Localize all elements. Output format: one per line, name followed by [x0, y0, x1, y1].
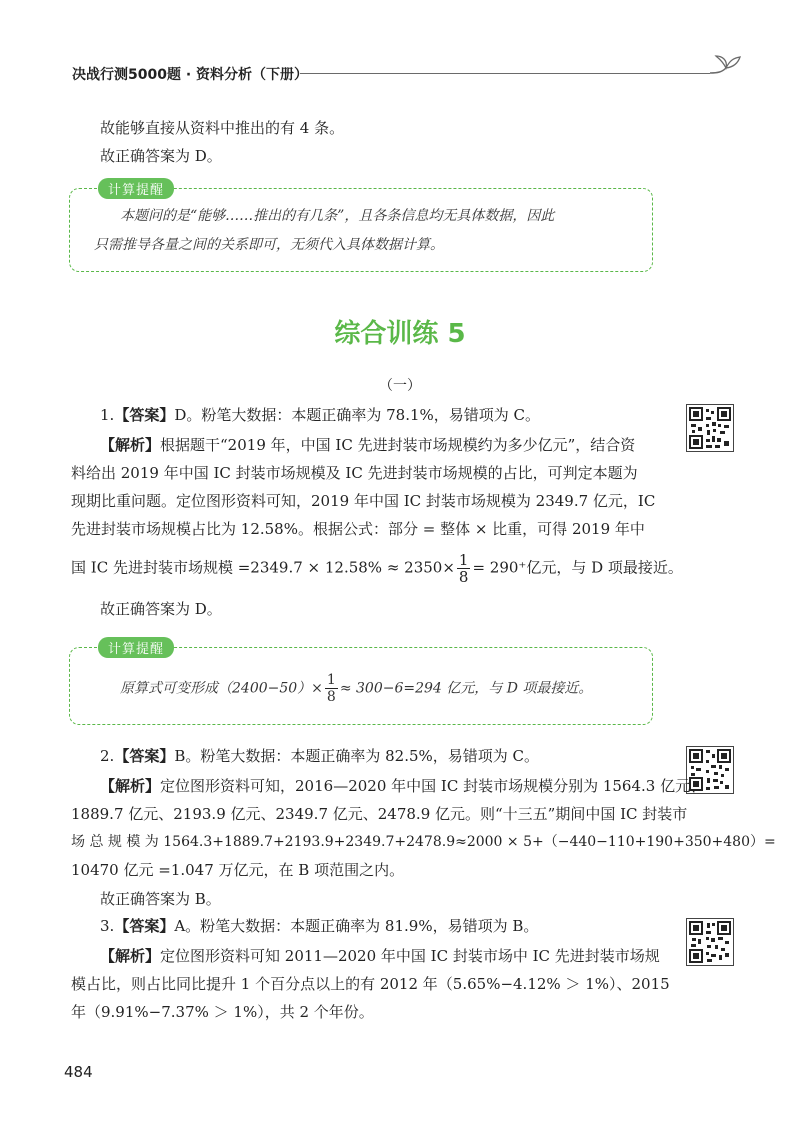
answer-text: B。粉笔大数据：本题正确率为 82.5%，易错项为 C。	[174, 747, 540, 765]
page-number: 484	[64, 1063, 93, 1081]
question-answer-line	[100, 915, 538, 937]
paragraph-line: 故正确答案为 D。	[100, 600, 222, 618]
answer-text: A。粉笔大数据：本题正确率为 81.9%，易错项为 B。	[174, 917, 539, 935]
analysis-label: 【解析】	[100, 436, 161, 454]
fraction-denominator: 8	[326, 689, 336, 705]
question-answer-line	[100, 404, 540, 426]
fraction-numerator: 1	[326, 672, 336, 688]
calc-tip-text: ≈ 300−6=294 亿元，与 D 项最接近。	[339, 680, 593, 697]
question-number: 1.	[100, 406, 115, 424]
analysis-text: = 290⁺亿元，与 D 项最接近。	[472, 558, 683, 577]
calc-tip-line: 只需推导各量之间的关系即可，无须代入具体数据计算。	[94, 237, 444, 253]
analysis-line: 场 总 规 模 为 1564.3+1889.7+2193.9+2349.7+2478.9≈2000 × 5+（−440−110+190+350+480）=	[71, 834, 776, 850]
analysis-line	[100, 434, 635, 456]
analysis-line	[100, 945, 660, 967]
analysis-label: 【解析】	[100, 777, 161, 795]
paragraph-line: 故能够直接从资料中推出的有 4 条。	[100, 119, 345, 137]
leaf-sprout-icon	[708, 50, 748, 80]
analysis-text: 根据题干“2019 年，中国 IC 先进封装市场规模约为多少亿元”，结合资	[160, 436, 636, 454]
question-answer-line	[100, 745, 539, 767]
analysis-line: 先进封装市场规模占比为 12.58%。根据公式：部分 = 整体 × 比重，可得 2019 年中	[71, 520, 645, 538]
analysis-text: 定位图形资料可知，2016—2020 年中国 IC 封装市场规模分别为 1564.3 亿元、	[160, 777, 706, 795]
paragraph-line: 故正确答案为 D。	[100, 147, 222, 165]
analysis-text: 定位图形资料可知 2011—2020 年中国 IC 封装市场中 IC 先进封装市场规	[160, 947, 660, 965]
qr-code[interactable]	[686, 918, 734, 966]
fraction-numerator: 1	[458, 551, 469, 569]
analysis-text: 国 IC 先进封装市场规模 =2349.7 × 12.58% ≈ 2350×	[71, 558, 455, 577]
analysis-line: 1889.7 亿元、2193.9 亿元、2349.7 亿元、2478.9 亿元。则“十三五”期间中国 IC 封装市	[71, 805, 688, 823]
answer-text: D。粉笔大数据：本题正确率为 78.1%，易错项为 C。	[174, 406, 541, 424]
qr-code-icon	[687, 919, 733, 965]
calc-tip-tag: 计算提醒	[98, 178, 174, 199]
qr-code-icon	[687, 405, 733, 451]
fraction	[457, 552, 471, 585]
answer-label: 【答案】	[114, 406, 175, 424]
paragraph-line: 故正确答案为 B。	[100, 890, 221, 908]
running-header-title: 决战行测5000题 · 资料分析（下册）	[72, 67, 309, 83]
analysis-line	[100, 775, 705, 797]
answer-label: 【答案】	[114, 917, 175, 935]
calc-tip-line: 本题问的是“能够……推出的有几条”，且各条信息均无具体数据，因此	[120, 208, 555, 224]
analysis-line: 10470 亿元 =1.047 万亿元，在 B 项范围之内。	[71, 861, 405, 879]
section-subtitle: （一）	[379, 378, 421, 394]
analysis-label: 【解析】	[100, 947, 161, 965]
calc-tip-text: 原算式可变形成（2400−50）×	[120, 680, 323, 697]
analysis-line: 模占比，则占比同比提升 1 个百分点以上的有 2012 年（5.65%−4.12% ＞ 1%）、2015	[71, 975, 670, 993]
analysis-line	[71, 552, 683, 585]
analysis-line: 年（9.91%−7.37% ＞ 1%），共 2 个年份。	[71, 1003, 374, 1021]
analysis-line: 料给出 2019 年中国 IC 封装市场规模及 IC 先进封装市场规模的占比，可判定本题为	[71, 464, 638, 482]
answer-label: 【答案】	[114, 747, 175, 765]
qr-code[interactable]	[686, 404, 734, 452]
question-number: 3.	[100, 917, 115, 935]
question-number: 2.	[100, 747, 115, 765]
header-rule	[300, 73, 710, 74]
analysis-line: 现期比重问题。定位图形资料可知，2019 年中国 IC 封装市场规模为 2349.7 亿元，IC	[71, 492, 656, 510]
fraction-denominator: 8	[458, 568, 469, 586]
section-title: 综合训练 5	[334, 319, 466, 349]
fraction	[325, 672, 338, 705]
calc-tip-line	[120, 672, 592, 705]
calc-tip-tag: 计算提醒	[98, 637, 174, 658]
